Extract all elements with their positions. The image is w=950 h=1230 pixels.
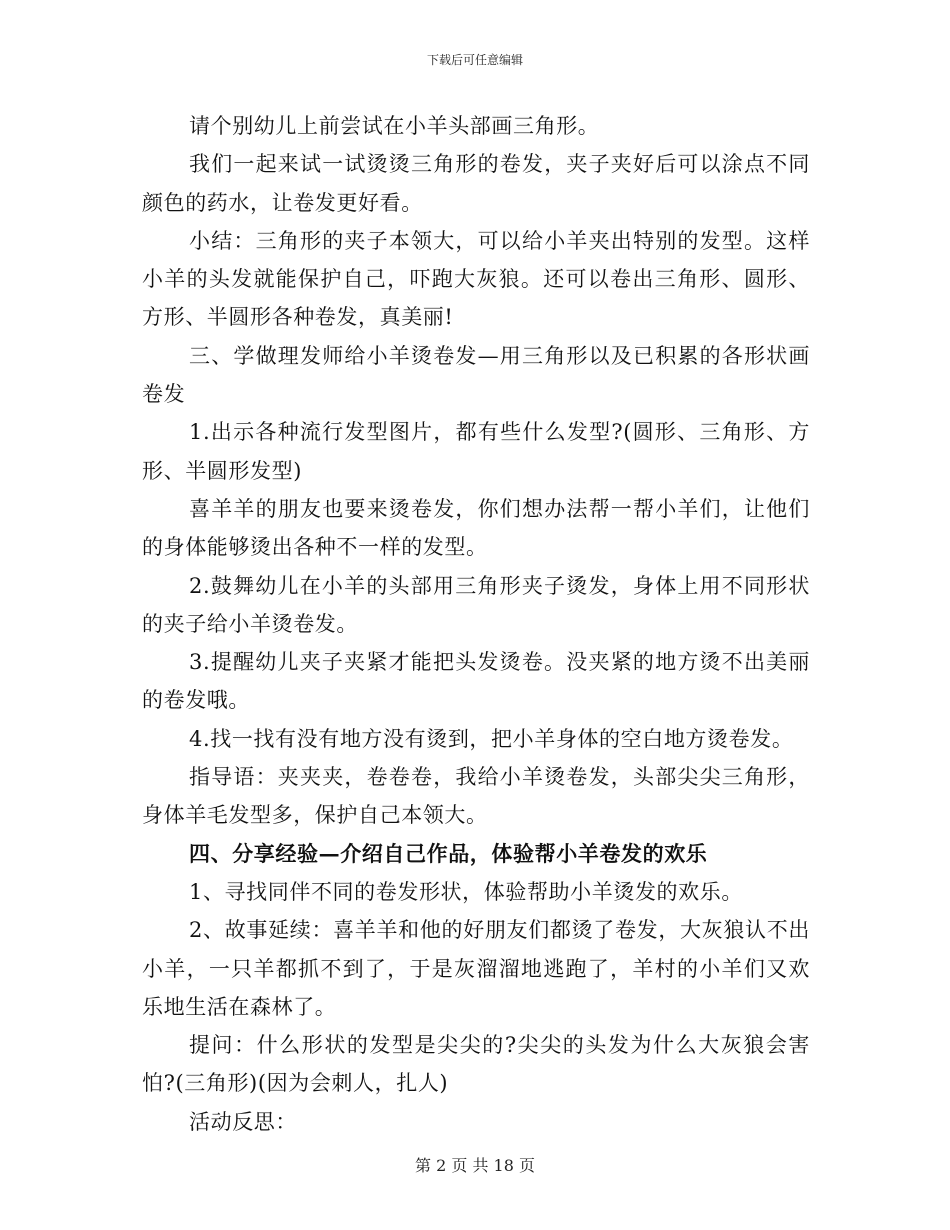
paragraph: 1、寻找同伴不同的卷发形状，体验帮助小羊烫发的欢乐。 (189, 879, 743, 904)
paragraph: 指导语：夹夹夹，卷卷卷，我给小羊烫卷发，头部尖尖三角形，身体羊毛发型多，保护自己本领大。 (142, 765, 810, 828)
section-heading: 三、学做理发师给小羊烫卷发—用三角形以及已积累的各形状画卷发 (142, 343, 810, 407)
paragraph: 我们一起来试一试烫烫三角形的卷发，夹子夹好后可以涂点不同颜色的药水，让卷发更好看。 (142, 152, 810, 215)
paragraph: 请个别幼儿上前尝试在小羊头部画三角形。 (189, 114, 600, 138)
paragraph: 1.出示各种流行发型图片，都有些什么发型?(圆形、三角形、方形、半圆形发型) (142, 420, 810, 483)
paragraph: 2、故事延续：喜羊羊和他的好朋友们都烫了卷发，大灰狼认不出小羊，一只羊都抓不到了，于是灰溜溜地逃跑了，羊村的小羊们又欢乐地生活在森林了。 (142, 918, 810, 1019)
page-number-footer: 第 2 页 共 18 页 (415, 1156, 535, 1175)
page-header-note: 下载后可任意编辑 (426, 53, 523, 67)
paragraph: 小结：三角形的夹子本领大，可以给小羊夹出特别的发型。这样小羊的头发就能保护自己，吓跑大灰狼。还可以卷出三角形、圆形、方形、半圆形各种卷发，真美丽! (142, 228, 810, 330)
paragraph: 活动反思： (189, 1109, 297, 1134)
section-heading: 四、分享经验—介绍自己作品，体验帮小羊卷发的欢乐 (189, 840, 708, 866)
paragraph: 喜羊羊的朋友也要来烫卷发，你们想办法帮一帮小羊们，让他们的身体能够烫出各种不一样的发型。 (142, 496, 810, 560)
paragraph: 3.提醒幼儿夹子夹紧才能把头发烫卷。没夹紧的地方烫不出美丽的卷发哦。 (142, 650, 810, 713)
paragraph: 4.找一找有没有地方没有烫到，把小羊身体的空白地方烫卷发。 (189, 726, 794, 751)
paragraph: 2.鼓舞幼儿在小羊的头部用三角形夹子烫发，身体上用不同形状的夹子给小羊烫卷发。 (142, 573, 810, 636)
paragraph: 提问：什么形状的发型是尖尖的?尖尖的头发为什么大灰狼会害怕?(三角形)(因为会刺人，扎人) (142, 1033, 810, 1096)
document-body (142, 107, 810, 1141)
